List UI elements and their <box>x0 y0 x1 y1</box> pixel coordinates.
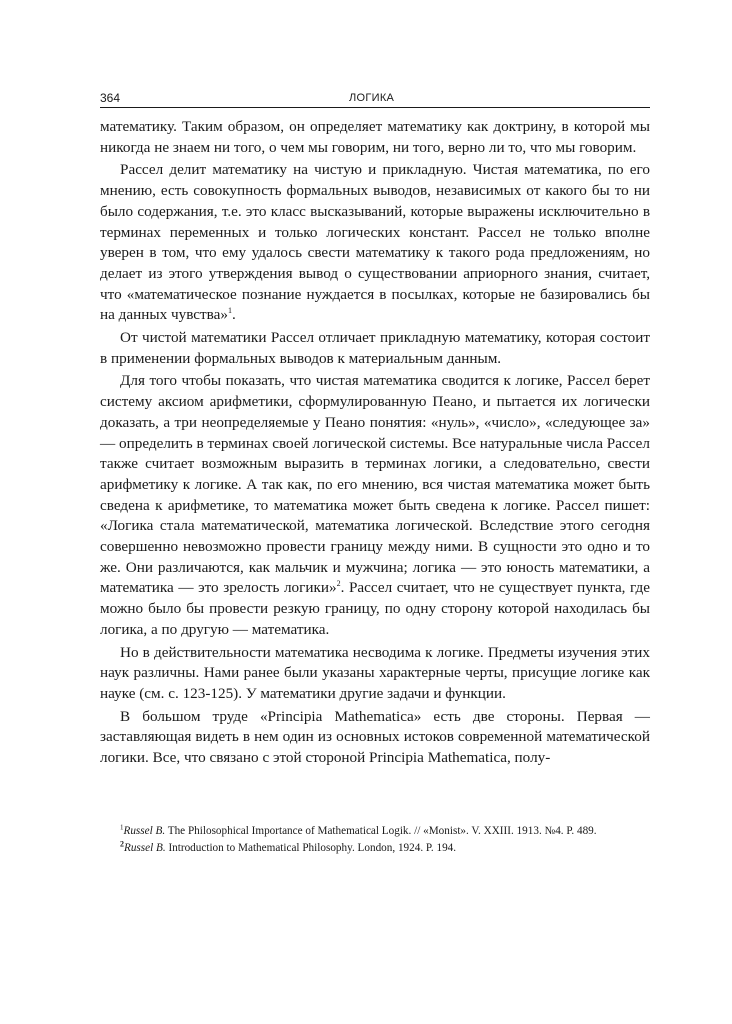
body-text <box>100 117 650 769</box>
footnote-2-author: Russel B. <box>124 842 166 854</box>
paragraph-1-text: математику. Таким образом, он определяет математику как доктрину, в которой мы никогда не знаем ни того, о чем мы говорим, ни того, верно ли то, что мы говорим. <box>100 118 650 156</box>
paragraph-6 <box>100 707 650 769</box>
footnote-1-text: The Philosophical Importance of Mathematical Logik. // «Monist». V. XXIII. 1913. №4. P. 489. <box>167 825 597 837</box>
footnote-2-text: Introduction to Mathematical Philosophy. London, 1924. P. 194. <box>168 842 457 854</box>
paragraph-6-text: В большом труде «Principia Mathematica» есть две стороны. Первая — заставляющая видеть в нем один из основных истоков современной математической логики. Все, что связано с этой стороной Principia Mathematica, полу- <box>100 707 650 767</box>
page-header <box>100 91 650 108</box>
paragraph-4-text: Для того чтобы показать, что чистая математика сводится к логике, Рассел берет систему аксиом арифметики, сформулированную Пеано, и пытается их логически доказать, а три неопределяемые у Пеано понятия: «нуль», «число», «следующее за» — определить в терминах своей логической системы. Все натуральные числа Рассел также считает возможным выразить в терминах логики, а следовательно, свести арифметику к логике. А так как, по его мнению, вся чистая математика может быть сведена к арифметике, то математика может быть сведена к логике. Рассел пишет: «Логика стала математической, математика логической. Вследствие этого сегодня совершенно невозможно провести границу между ними. В сущности это одно и то же. Они различаются, как мальчик и мужчина; логика — это юность математики, а математика — это зрелость логики» <box>100 372 650 597</box>
paragraph-4: Для того чтобы показать, что чистая математика сводится к логике, Рассел берет систему аксиом арифметики, сформулированную Пеано, и пытается их логически доказать, а три неопределяемые у Пеано понятия: «нуль», «число», «следующее за» — определить в терминах своей логической системы. Все натуральные числа Рассел также считает возможным выразить в терминах логики, а следовательно, свести арифметику к логике. А так как, по его мнению, вся чистая математика может быть сведена к арифметике, то математика может быть сведена к логике. Рассел пишет: «Логика стала математической, математика логической. Вследствие этого сегодня совершенно невозможно провести границу между ними. В сущности это одно и то же. Они различаются, как мальчик и мужчина; логика — это юность математики, а математика — это зрелость логики»$^2$. Рассел считает, что не существует пункта, где можно было бы провести резкую границу, по одну сторону которой находилась бы логика, а по другую — математика. <box>100 372 650 638</box>
paragraph-5 <box>100 643 650 705</box>
paragraph-5-text: Но в действительности математика несводима к логике. Предметы изучения этих наук различны. Нами ранее были указаны характерные черты, присущие логике как науке (см. с. 123-125). У математики другие задачи и функции. <box>100 643 650 702</box>
page-number: 364 <box>100 91 121 105</box>
footnote-1-author: Russel B. <box>123 825 166 837</box>
paragraph-4-tail: Рассел считает, что не существует пункта, где можно было бы провести резкую границу, по одну сторону которой находилась бы логика, а по другую — математика. <box>100 579 650 638</box>
footnote-ref-2[interactable]: 2 <box>336 579 341 589</box>
running-title: ЛОГИКА <box>349 92 395 104</box>
footnote-2 <box>100 840 650 857</box>
paragraph-3-text: От чистой математики Рассел отличает прикладную математику, которая состоит в применении формальных выводов к материальным данным. <box>100 329 650 367</box>
footnote-2-mark: 2 <box>120 839 124 849</box>
paragraph-2-text: Рассел делит математику на чистую и прикладную. Чистая математика, по его мнению, есть совокупность формальных выводов, независимых от какого бы то ни было содержания, т.е. это класс высказываний, которые выражены исключительно в терминах переменных и только логических констант. Рассел не только вполне уверен в том, что ему удалось свести математику к такого рода предложениям, но делает из этого утверждения вывод о существовании априорного знания, считает, что «математическое познание нуждается в посылках, которые не базировались бы на данных чувства» <box>100 161 650 324</box>
paragraph-2: Рассел делит математику на чистую и прикладную. Чистая математика, по его мнению, есть совокупность формальных выводов, независимых от какого бы то ни было содержания, т.е. это класс высказываний, которые выражены исключительно в терминах переменных и только логических констант. Рассел не только вполне уверен в том, что ему удалось свести математику к такого рода предложениям, но делает из этого утверждения вывод о существовании априорного знания, считает, что «математическое познание нуждается в посылках, которые не базировались бы на данных чувства»$^1$. <box>100 161 650 324</box>
footnote-1 <box>100 823 650 840</box>
paragraph-3 <box>100 328 650 369</box>
footnote-ref-1[interactable]: 1 <box>227 306 232 316</box>
paragraph-1 <box>100 117 650 158</box>
footnotes <box>100 823 650 857</box>
footnote-1-mark: 1 <box>120 823 124 832</box>
